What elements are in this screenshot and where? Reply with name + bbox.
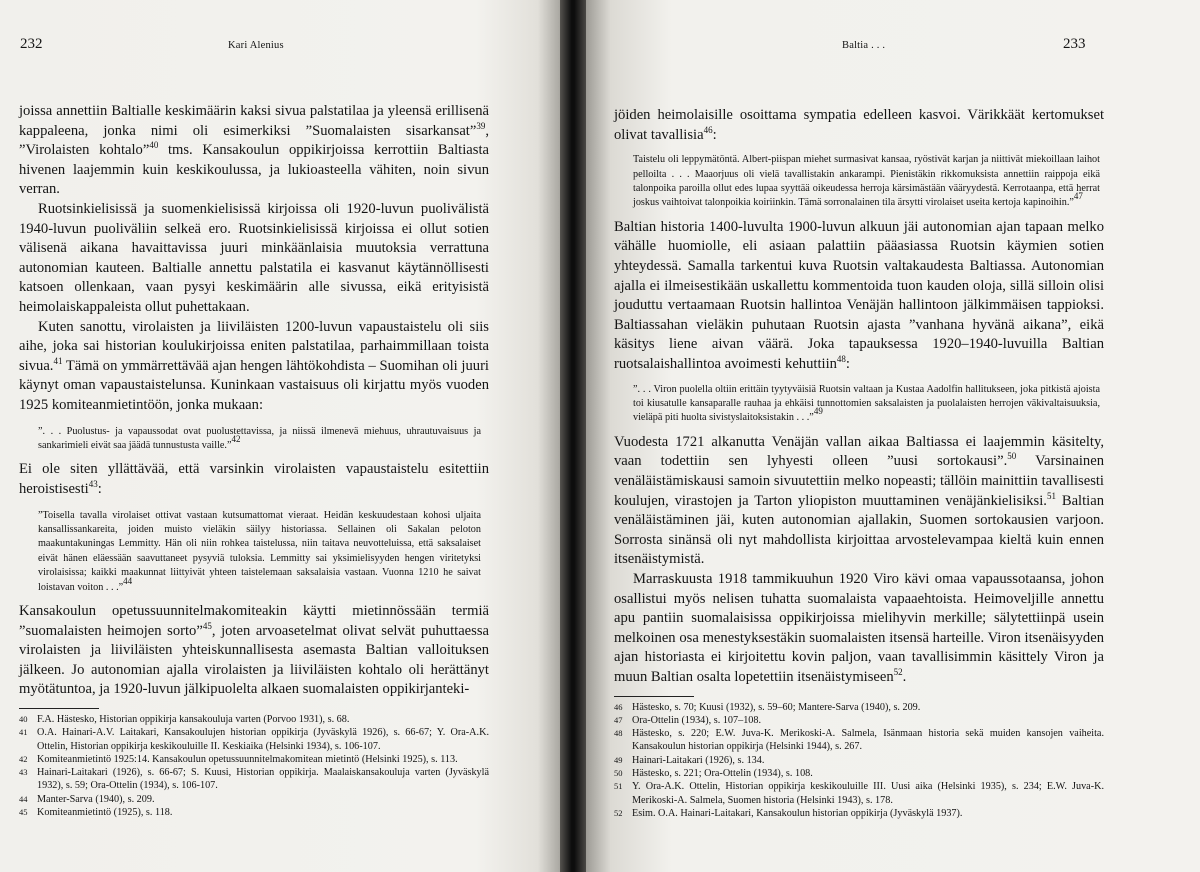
page-number: 233 — [1063, 36, 1086, 52]
footnote: 40 F.A. Hästesko, Historian oppikirja kansakouluja varten (Porvoo 1931), s. 68. — [19, 713, 350, 725]
paragraph: Ruotsinkielisissä ja suomenkielisissä kirjoissa oli 1920-luvun puolivälistä 1940-luvun puoliväliin selkeä ero. Ruotsinkielisissä kirjoissa ei ollut sotien välisenä aikana havaittavissa juuri minkäänlaisia muutoksia verrattuna autonomian kauteen. Baltialle annettu palstatila ei kasvanut käytännöllisesti katsoen ollenkaan, vaan pysyi keskimäärin alle sivussa, eikä erityisistä heimolaiskappaleista ollut puhettakaan. — [19, 200, 489, 315]
footnote: 43 Hainari-Laitakari (1926), s. 66-67; S. Kuusi, Historian oppikirja. Maalaiskansakouluja varten (Jyväskylä 1932), s. 59; Ora-Ottelin (1934), s. 106-107. — [19, 767, 489, 792]
footnote: 51 Y. Ora-A.K. Ottelin, Historian oppikirja keskikouluille III. Uusi aika (Helsinki 1935), s. 234; E.W. Juva-K. Merikoski-A. Salmela, Suomen historia (Helsinki 1943), s. 178. — [614, 781, 1104, 806]
running-head: Kari Alenius — [228, 40, 284, 51]
paragraph: Baltian historia 1400-luvulta 1900-luvun alkuun jäi autonomian ajan tapaan melko vähälle huomiolle, eli asiaan palattiin pääasiassa Ruotsin käymien sotien yhteydessä. Samalla tarkentui kuva Ruotsin valtakaudesta Baltiassa. Autonomian ajalla ei ilmeisestikään uskallettu kommentoida tuon kauden oloja, sillä silloin olisi jouduttu vertaamaan Ruotsin hallintoa Venäjän hallintoon jälkimmäisen tappioksi. Baltiassahan vieläkin puhutaan Ruotsin ajasta ”vanhana hyvänä aikana”, eikä käsitys liene aivan väärä. Joka tapauksessa 1920–1940-luvuilla Baltian ruotsalaishallintoa avoimesti kehuttiin$^{48}$: — [614, 218, 1104, 372]
footnote: 47 Ora-Ottelin (1934), s. 107–108. — [614, 714, 762, 726]
footnote: 50 Hästesko, s. 221; Ora-Ottelin (1934), s. 108. — [614, 767, 813, 779]
footnote-rule — [614, 696, 694, 697]
footnote: 49 Hainari-Laitakari (1926), s. 134. — [614, 754, 765, 766]
paragraph: Ei ole siten yllättävää, että varsinkin virolaisten vapaustaistelu esitettiin heroistisesti$^{43}$: — [19, 461, 489, 497]
block-quote: Taistelu oli leppymätöntä. Albert-piispan miehet surmasivat kansaa, ryöstivät karjan ja niittivät miekoillaan laihot pelloilta . . . Maaorjuus oli vielä tavallistakin ankarampi. Pienistäkin rikkomuksista annettiin raippoja eikä talonpoika paroilla ollut edes lupaa syyttää oikeudessa herroja kärsimästään vääryydestä. Kerrotaanpa, että herrat joskus vaihtoivat talonpoikia koiriinkin. Tämä sorronalainen tila ärsytti virolaiset useita kertoja kapinoihin.”$^{47}$ — [633, 154, 1100, 209]
page-number: 232 — [20, 36, 43, 52]
right-page — [586, 0, 1200, 872]
main-text — [19, 102, 489, 819]
paragraph: Marraskuusta 1918 tammikuuhun 1920 Viro kävi omaa vapaussotaansa, johon osallistui myös nelisen tuhatta suomalaista vapaaehtoista. Heimoveljille annettu apu pantiin suomalaisissa oppikirjoissa mielihyvin merkille; sälytettiinpä usein melkoinen osa menestyksestäkin suomalaisten itsensä harteille. Viron itsenäisyyden ajan historiasta ei kirjoitettu kovin paljon, vaan tavallisimmin käsittely Viron ja muun Baltian osalta lopetettiin itsenäistymiseen$^{52}$. — [614, 570, 1104, 685]
main-text — [614, 106, 1104, 820]
paragraph: Vuodesta 1721 alkanutta Venäjän vallan aikaa Baltiassa ei laajemmin käsitelty, vaan todettiin sen lyhyesti olleen ”uusi sortokausi”.$^{50}$ Varsinainen venäläistämiskausi samoin sivuutettiin melko nopeasti; tällöin mainittiin tavallisesti koulujen, virastojen ja Tarton yliopiston muuttaminen venäjänkielisiksi.$^{51}$ Baltian venäläistäminen jäi, kuten autonomian ajallakin, Suomen sortokausien varjoon. Sorrosta sinänsä oli nyt mahdollista kirjoittaa arvostelevampaa kieltä kuin ennen itsenäistymistä. — [614, 433, 1104, 568]
footnote: 42 Komiteanmietintö 1925:14. Kansakoulun opetussuunnitelmakomitean mietintö (Helsinki 1925), s. 113. — [19, 753, 458, 765]
block-quote: ”. . . Viron puolella oltiin erittäin tyytyväisiä Ruotsin valtaan ja Kustaa Aadolfin hallitukseen, joka pitkistä ajoista toi kiusatulle kansaparalle rauhaa ja ehkäisi tunnottomien saksalaisten ja puolalaisten herrojen väkivaltaisuuksia, vieläpä piti huolta sivistyslaitoksistakin . . .”$^{49}$ — [633, 383, 1100, 424]
block-quote: ”Toisella tavalla virolaiset ottivat vastaan kutsumattomat vieraat. Heidän keskuudestaan kohosi uljaita kansallissankareita, joiden muisto vieläkin säilyy historiassa. Sellainen oli Sakalan peloton maakuntakuningas Lemmitty. Hän oli niin rohkea taistelussa, niin taitava neuvotteluissa, että saksalaiset eivät hänen eläessään saavuttaneet pysyviä tuloksia. Lemmitty sai yksimielisyyden hengen viritetyksi virolaisissa; kaikki maakunnat liittyivät yhteen taistelemaan saksalaisia vastaan. Vuonna 1210 he saivat loistavan voiton . . .”$^{44}$ — [38, 509, 481, 593]
paragraph: Kuten sanottu, virolaisten ja liiviläisten 1200-luvun vapaustaistelu oli siis aihe, joka sai historian koulukirjoissa eniten palstatilaa, parhaimmillaan toista sivua.$^{41}$ Tämä on ymmärrettävää ajan hengen lähtökohdista – Suomihan oli juuri käynyt oman vapaustaistelunsa. Kuninkaan vastaisuus oli kirjattu myös vuoden 1925 komiteanmietintöön, jonka mukaan: — [19, 318, 489, 413]
paragraph: joissa annettiin Baltialle keskimäärin kaksi sivua palstatilaa ja yleensä erillisenä kappaleena, jonka nimi oli esimerkiksi ”Suomalaisten sisarkansat”$^{39}$, ”Virolaisten kohtalo”$^{40}$ tms. Kansakoulun oppikirjoissa kerrottiin Baltiasta hivenen laajemmin kuin keskikoulussa, ja lukioasteella vähiten, noin sivun verran. — [19, 103, 489, 198]
footnote: 52 Esim. O.A. Hainari-Laitakari, Kansakoulun historian oppikirja (Jyväskylä 1937). — [614, 807, 963, 819]
paragraph: Kansakoulun opetussuunnitelmakomiteakin käytti mietinnössään termiä ”suomalaisten heimojen sorto”$^{45}$, joten arvoasetelmat olivat selvät puhuttaessa virolaisten ja liiviläisten yhteiskunnallisesta asemasta Baltian valloituksen jälkeen. Jo autonomian ajalla virolaisten ja liiviläisten kohtalo oli herättänyt myötätuntoa, ja 1920-luvun jälkipuolelta alkaen suomalaisten oppikirjanteki- — [19, 602, 489, 698]
footnote: 48 Hästesko, s. 220; E.W. Juva-K. Merikoski-A. Salmela, Isänmaan historia sekä muiden kansojen vaiheita. Kansakoulun historian oppikirja (Helsinki 1944), s. 267. — [614, 728, 1104, 753]
block-quote: ”. . . Puolustus- ja vapaussodat ovat puolustettavissa, ja niissä ilmenevä miehuus, uhrautuvaisuus ja sankarimieli eivät saa jäädä tunnustusta vaille.”$^{42}$ — [38, 425, 481, 451]
footnote: 46 Hästesko, s. 70; Kuusi (1932), s. 59–60; Mantere-Sarva (1940), s. 209. — [614, 701, 921, 713]
running-head: Baltia . . . — [842, 40, 886, 51]
paragraph: jöiden heimolaisille osoittama sympatia edelleen kasvoi. Värikkäät kertomukset olivat tavallisia$^{46}$: — [614, 107, 1104, 143]
footnotes — [19, 713, 489, 819]
footnote: 41 O.A. Hainari-A.V. Laitakari, Kansakoulujen historian oppikirja (Jyväskylä 1926), s. 66-67; Y. Ora-A.K. Ottelin, Historian oppikirja keskikouluille II. Keskiaika (Helsinki 1934), s. 106-107. — [19, 727, 489, 752]
footnote-rule — [19, 708, 99, 709]
footnotes — [614, 701, 1104, 821]
footnote: 44 Manter-Sarva (1940), s. 209. — [19, 793, 155, 805]
footnote: 45 Komiteanmietintö (1925), s. 118. — [19, 806, 173, 818]
book-gutter — [560, 0, 586, 872]
left-page — [0, 0, 560, 872]
